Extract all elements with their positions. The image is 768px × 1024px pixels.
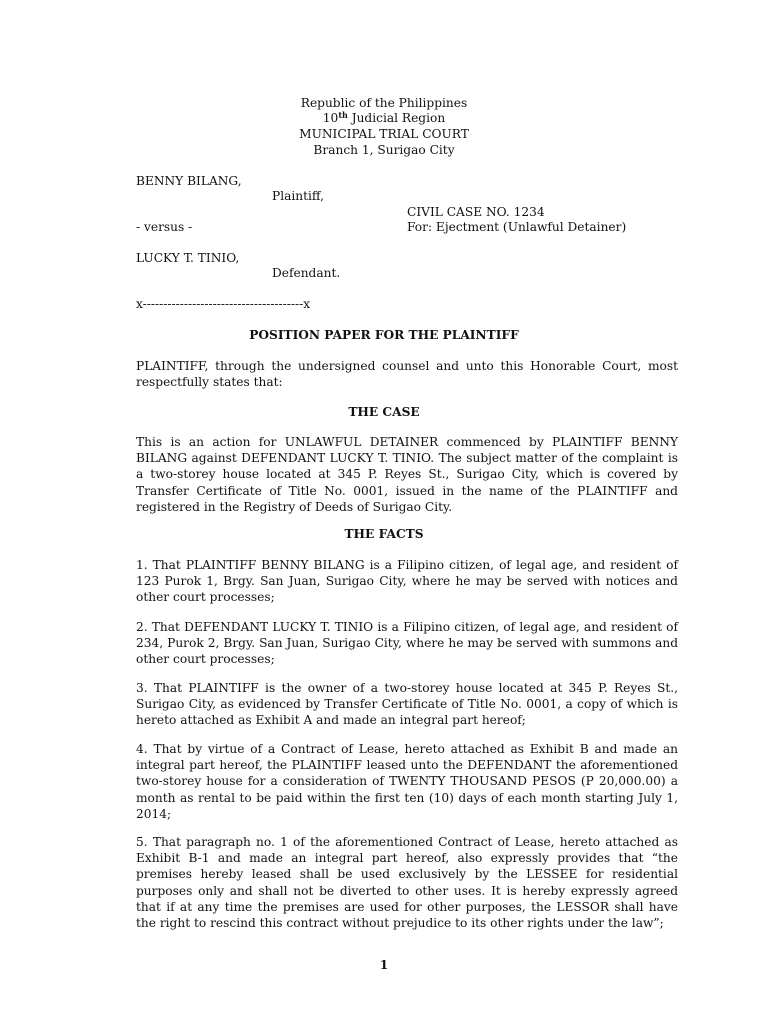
page-number: 1 [379, 958, 389, 972]
caption-separator: x---------------------------------------x [136, 297, 311, 311]
case-paragraph: This is an action for UNLAWFUL DETAINER commenced by PLAINTIFF BENNY BILANG against DEFENDANT LUCKY T. TINIO. The subject matter of the complaint is a two-storey house located at 345 P. Reyes St., Surigao City, which is covered by Transfer Certificate of Title No. 0001, issued in the name of the PLAINTIFF and registered in the Registry of Deeds of Surigao City. [136, 435, 678, 514]
header-court: MUNICIPAL TRIAL COURT [299, 127, 469, 141]
fact-paragraph-2: 2. That DEFENDANT LUCKY T. TINIO is a Filipino citizen, of legal age, and resident of 234, Purok 2, Brgy. San Juan, Surigao City, where he may be served with summons and other court processes; [136, 620, 678, 667]
intro-lead: PLAINTIFF, [136, 359, 209, 373]
case-nature: For: Ejectment (Unlawful Detainer) [407, 220, 627, 234]
defendant-role: Defendant. [272, 266, 341, 280]
plaintiff-role: Plaintiff, [272, 189, 325, 203]
header-region [0, 110, 768, 126]
fact-paragraph-3: 3. That PLAINTIFF is the owner of a two-storey house located at 345 P. Reyes St., Surigao City, as evidenced by Transfer Certificate of Title No. 0001, a copy of which is hereto attached as Exhibit A and made an integral part hereof; [136, 681, 678, 728]
case-heading: THE CASE [348, 405, 420, 419]
fact-paragraph-1: 1. That PLAINTIFF BENNY BILANG is a Filipino citizen, of legal age, and resident of 123 Purok 1, Brgy. San Juan, Surigao City, where he may be served with notices and other court processes; [136, 558, 678, 605]
fact-paragraph-5: 5. That paragraph no. 1 of the aforementioned Contract of Lease, hereto attached as Exhibit B-1 and made an integral part hereof, also expressly provides that “the premises hereby leased shall be used exclusively by the LESSEE for residential purposes only and shall not be diverted to other uses. It is hereby expressly agreed that if at any time the premises are used for other purposes, the LESSOR shall have the right to rescind this contract without prejudice to its other rights under the law”; [136, 835, 678, 931]
defendant-name: LUCKY T. TINIO, [136, 251, 240, 265]
region-number: 10 [322, 111, 339, 125]
facts-heading: THE FACTS [344, 527, 424, 541]
versus: - versus - [136, 220, 193, 234]
fact-paragraph-4: 4. That by virtue of a Contract of Lease, hereto attached as Exhibit B and made an integral part hereof, the PLAINTIFF leased unto the DEFENDANT the aforementioned two-storey house for a consideration of TWENTY THOUSAND PESOS (P 20,000.00) a month as rental to be paid within the first ten (10) days of each month starting July 1, 2014; [136, 742, 678, 821]
case-number: CIVIL CASE NO. 1234 [407, 205, 545, 219]
header-branch: Branch 1, Surigao City [313, 143, 455, 157]
region-text: Judicial Region [347, 111, 446, 125]
intro-paragraph [136, 358, 678, 390]
header-republic: Republic of the Philippines [300, 96, 468, 110]
intro-text: through the undersigned counsel and unto this Honorable Court, most respectfully states that: [136, 359, 678, 390]
document-title: POSITION PAPER FOR THE PLAINTIFF [249, 328, 519, 342]
plaintiff-name: BENNY BILANG, [136, 174, 242, 188]
region-ordinal: th [338, 110, 348, 120]
